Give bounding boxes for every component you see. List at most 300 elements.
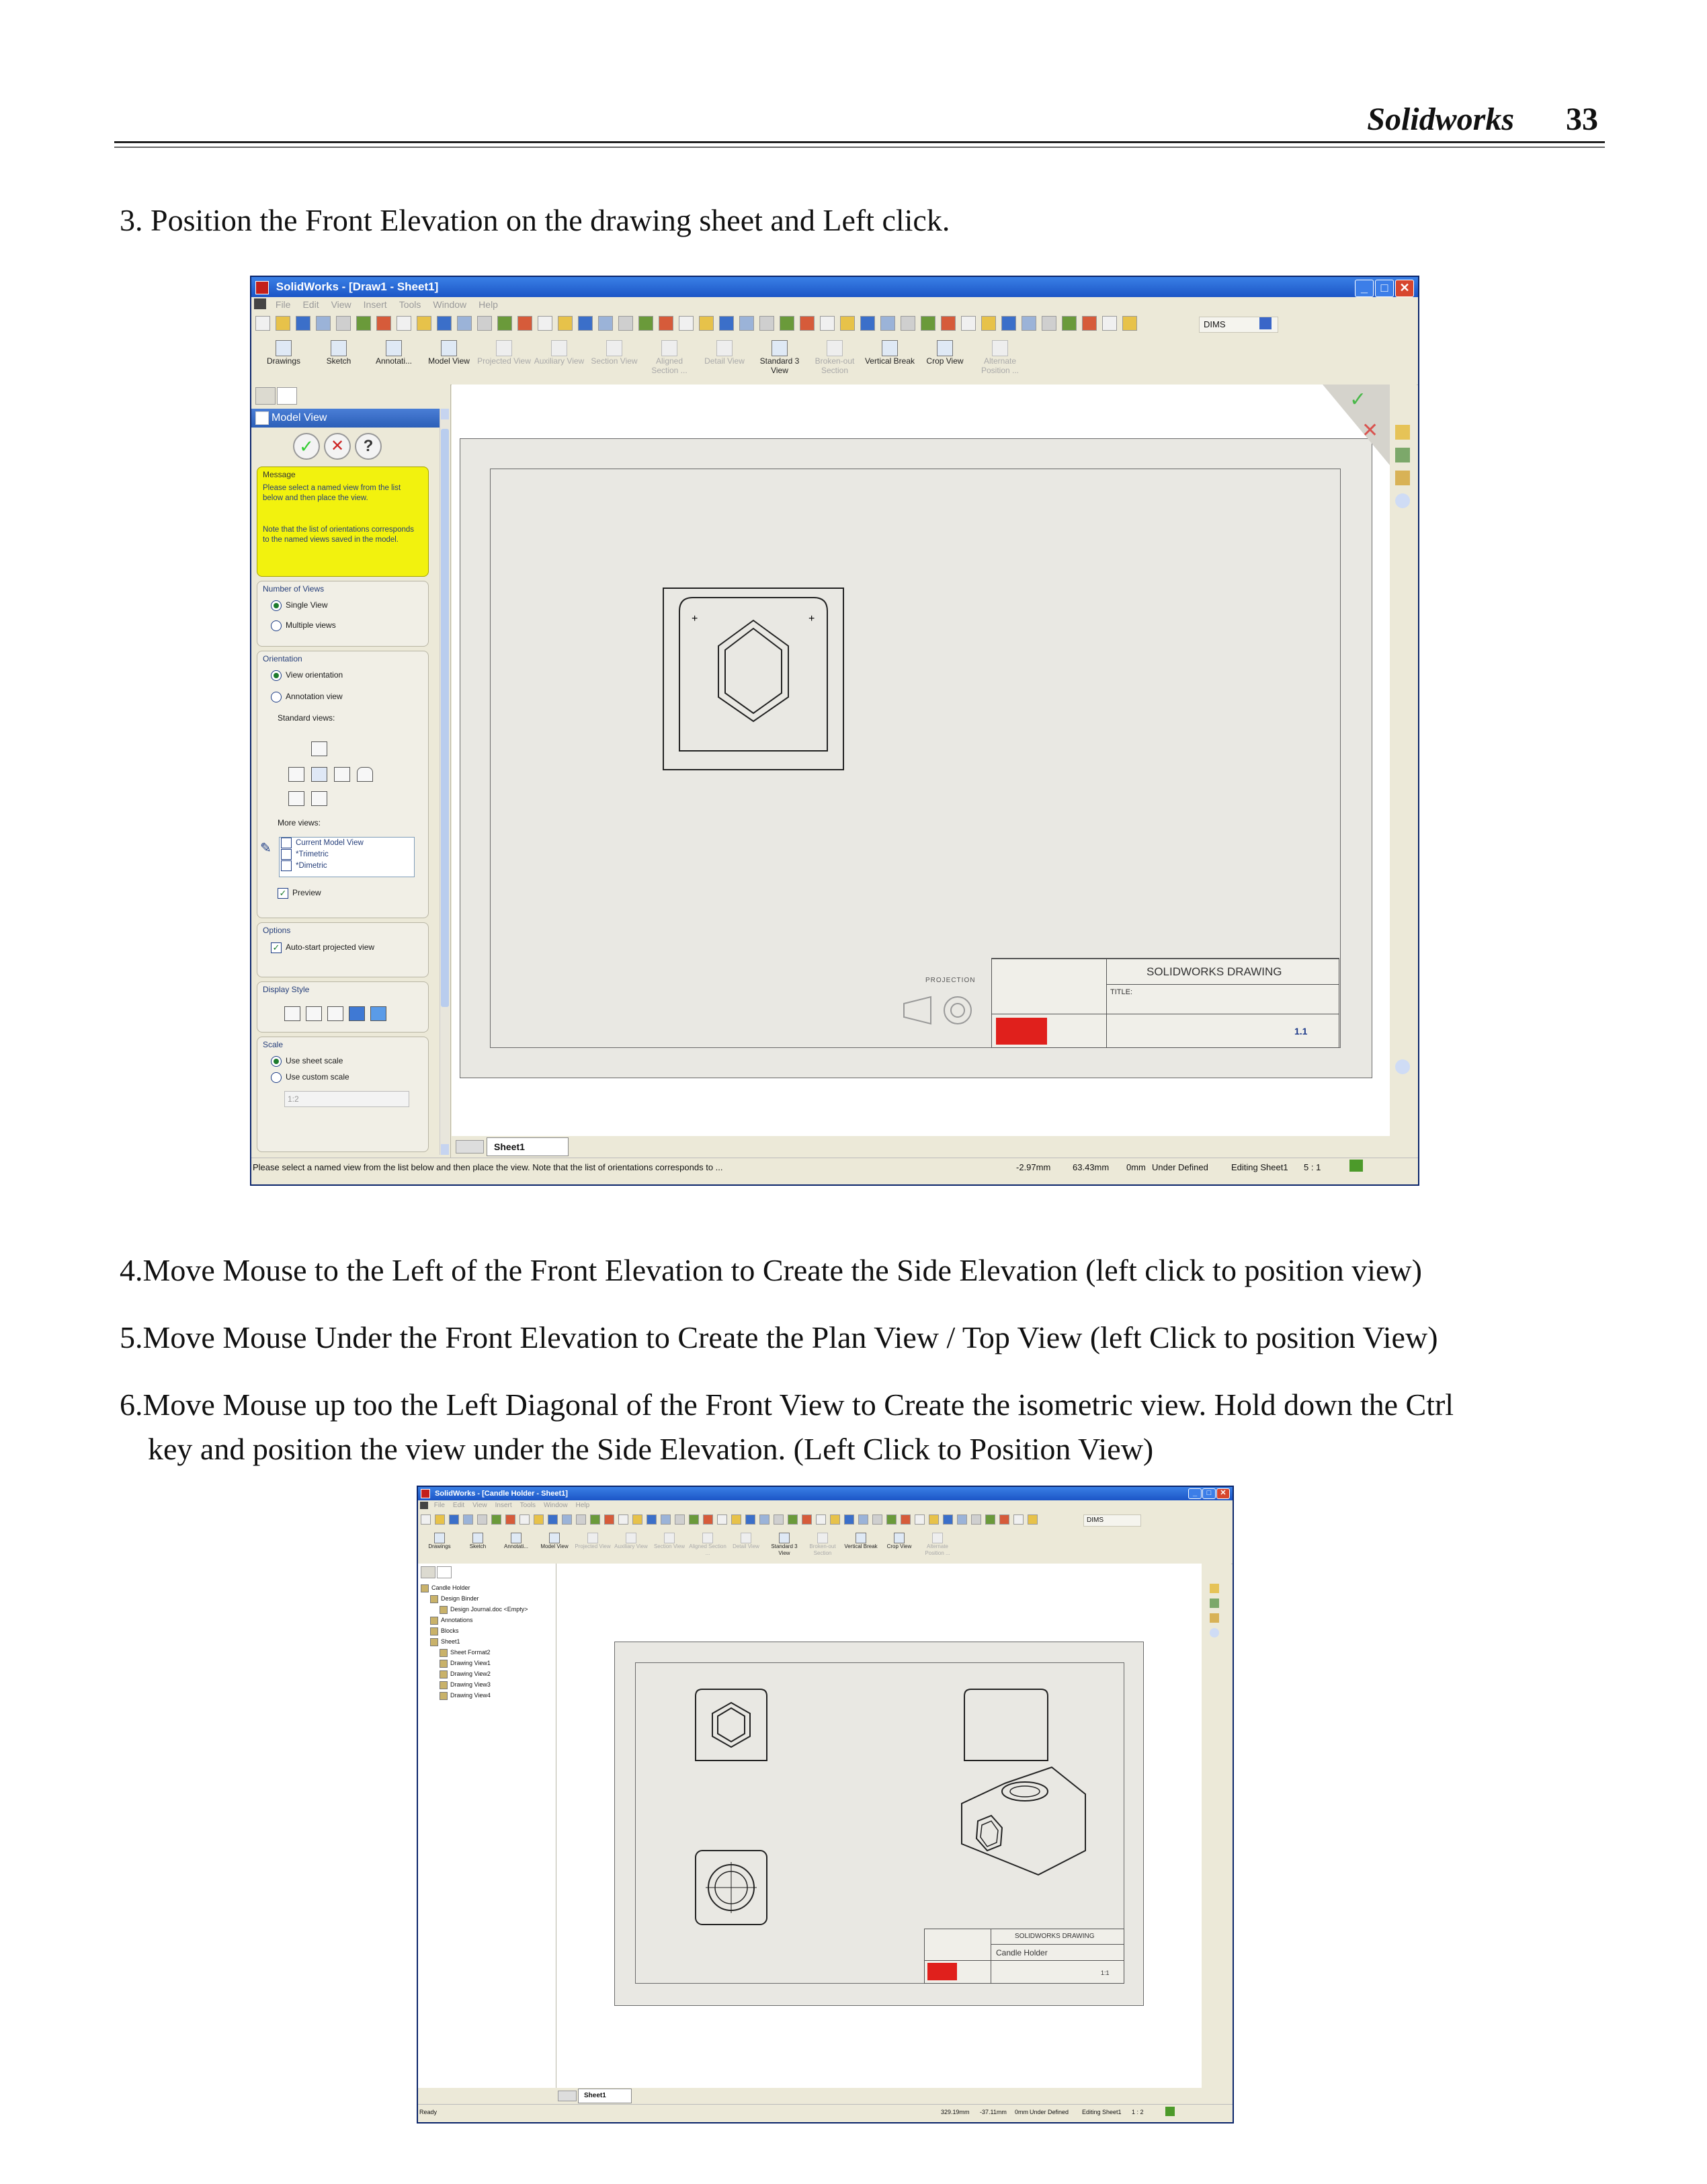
command-broken-out-section[interactable] [804, 1533, 841, 1557]
toolbar-button-icon[interactable] [296, 316, 310, 331]
menu-help[interactable]: Help [478, 299, 498, 310]
tab-sheet1[interactable]: Sheet1 [578, 2089, 632, 2103]
tree-item[interactable] [421, 1582, 528, 1593]
command-label: Crop View [886, 1543, 912, 1549]
toolbar-button-icon[interactable] [276, 316, 290, 331]
top-view-button[interactable] [311, 741, 327, 756]
toolbar-button-icon[interactable] [463, 1514, 473, 1525]
command-manager [251, 337, 1418, 385]
command-label: Detail View [704, 356, 745, 366]
property-manager [251, 385, 451, 1159]
resources-icon[interactable] [1210, 1584, 1219, 1593]
toolbar-button-icon[interactable] [1102, 316, 1117, 331]
command-vertical-break[interactable] [863, 340, 917, 366]
command-icon [511, 1533, 522, 1543]
tab-nav-buttons[interactable] [558, 2091, 577, 2101]
toolbar-button-icon[interactable] [477, 1514, 487, 1525]
status-scale: 5 : 1 [1304, 1162, 1321, 1172]
step-text: Move Mouse up too the Left Diagonal of the Front View to Create the isometric view. Hold down the Ctrl [142, 1387, 1454, 1422]
toolbar-button-icon[interactable] [255, 316, 270, 331]
doc-icon [420, 1502, 428, 1509]
toolbar-button-icon[interactable] [774, 1514, 784, 1525]
toolbar-button-icon[interactable] [336, 316, 351, 331]
command-icon [882, 340, 898, 356]
command-label: Alternate Position ... [981, 356, 1019, 375]
toolbar-button-icon[interactable] [421, 1514, 431, 1525]
back-view-button[interactable] [357, 767, 373, 782]
left-view-button[interactable] [288, 767, 304, 782]
toolbar-button-icon[interactable] [632, 1514, 642, 1525]
command-section-view[interactable] [651, 1533, 688, 1550]
tree-item[interactable] [421, 1647, 528, 1658]
collapse-icon[interactable] [1395, 1059, 1410, 1074]
front-view-button[interactable] [311, 767, 327, 782]
command-aligned-section[interactable] [689, 1533, 726, 1557]
single-view-option[interactable] [271, 600, 327, 611]
feature-manager-tab[interactable] [421, 1566, 435, 1578]
command-drawings[interactable] [421, 1533, 458, 1550]
item-label: *Dimetric [296, 862, 327, 871]
toolbar-button-icon[interactable] [1028, 1514, 1038, 1525]
status-x: 329.19mm [941, 2109, 970, 2115]
title-block [924, 1929, 1124, 1984]
drawing-sheet[interactable] [460, 438, 1372, 1078]
tree-item[interactable] [421, 1593, 528, 1604]
tree-node-icon [440, 1649, 448, 1657]
tree-item[interactable] [421, 1625, 528, 1636]
title-bar [251, 277, 1418, 297]
menu-window[interactable]: Window [433, 299, 467, 310]
toolbar-button-icon[interactable] [578, 316, 593, 331]
tree-node-icon [430, 1617, 438, 1625]
radio-icon [271, 1072, 282, 1083]
configuration-select[interactable] [1083, 1514, 1141, 1527]
more-view-item[interactable] [280, 860, 414, 872]
command-icon [741, 1533, 751, 1543]
toolbar-button-icon[interactable] [534, 1514, 544, 1525]
toolbar-button-icon[interactable] [519, 1514, 530, 1525]
toolbar-button-icon[interactable] [659, 316, 673, 331]
toolbar-button-icon[interactable] [844, 1514, 854, 1525]
command-label: Model View [540, 1543, 569, 1549]
design-library-icon[interactable] [1395, 448, 1410, 462]
command-icon [664, 1533, 675, 1543]
more-views-label: More views: [278, 818, 321, 827]
tree-item-label: Design Journal.doc <Empty> [450, 1606, 528, 1613]
step-3: 3. Position the Front Elevation on the drawing sheet and Left click. [120, 203, 950, 237]
command-model-view[interactable] [536, 1533, 573, 1550]
menu-tools[interactable]: Tools [519, 1502, 536, 1509]
design-library-icon[interactable] [1210, 1599, 1219, 1608]
tree-node-icon [430, 1638, 438, 1646]
toolbar-button-icon[interactable] [971, 1514, 981, 1525]
toolbar-button-icon[interactable] [961, 316, 976, 331]
toolbar-button-icon[interactable] [745, 1514, 755, 1525]
command-alternate-position[interactable] [973, 340, 1027, 375]
command-label: Standard 3 View [771, 1543, 798, 1556]
view-palette-icon[interactable] [1395, 493, 1410, 508]
command-annotati[interactable] [367, 340, 421, 366]
svg-text:+: + [692, 613, 698, 624]
preview-checkbox[interactable] [278, 888, 321, 899]
toolbar-button-icon[interactable] [437, 316, 452, 331]
help-button[interactable]: ? [355, 433, 382, 460]
status-state: Under Defined [1152, 1162, 1208, 1172]
toolbar-button-icon[interactable] [901, 316, 915, 331]
right-view-button[interactable] [334, 767, 350, 782]
toolbar-button-icon[interactable] [915, 1514, 925, 1525]
tree-item-label: Drawing View1 [450, 1660, 491, 1666]
menu-view[interactable]: View [472, 1502, 487, 1509]
feature-manager-tree [418, 1564, 556, 2088]
running-title: Solidworks [1367, 102, 1514, 137]
command-projected-view[interactable] [574, 1533, 612, 1550]
toolbar-button-icon[interactable] [397, 316, 411, 331]
command-crop-view[interactable] [880, 1533, 918, 1550]
command-projected-view[interactable] [477, 340, 531, 366]
toolbar-button-icon[interactable] [739, 316, 754, 331]
checkbox-icon [281, 860, 292, 871]
toolbar-button-icon[interactable] [788, 1514, 798, 1525]
more-view-item[interactable] [280, 849, 414, 860]
toolbar-button-icon[interactable] [356, 316, 371, 331]
status-hint: Ready [419, 2109, 438, 2115]
command-label: Section View [591, 356, 638, 366]
toolbar-button-icon[interactable] [759, 316, 774, 331]
shaded-button[interactable] [370, 1006, 386, 1021]
tree-item[interactable] [421, 1615, 528, 1625]
status-state: Under Defined [1030, 2109, 1069, 2115]
toolbar-button-icon[interactable] [576, 1514, 586, 1525]
toolbar-button-icon[interactable] [985, 1514, 995, 1525]
toolbar-button-icon[interactable] [780, 316, 794, 331]
command-icon [606, 340, 622, 356]
toolbar-button-icon[interactable] [820, 316, 835, 331]
toolbar-button-icon[interactable] [316, 316, 331, 331]
toolbar-button-icon[interactable] [941, 316, 956, 331]
toolbar-button-icon[interactable] [840, 316, 855, 331]
command-label: Sketch [469, 1543, 487, 1549]
toolbar-button-icon[interactable] [800, 316, 815, 331]
radio-icon [271, 670, 282, 681]
toolbar-button-icon[interactable] [435, 1514, 445, 1525]
drawing-sheet[interactable] [614, 1642, 1144, 2006]
tab-nav-buttons[interactable] [456, 1140, 484, 1154]
command-label: Standard 3 View [759, 356, 800, 375]
use-sheet-scale-option[interactable] [271, 1056, 343, 1067]
tree-item[interactable] [421, 1668, 528, 1679]
command-auxiliary-view[interactable] [612, 1533, 650, 1550]
shaded-edges-button[interactable] [349, 1006, 365, 1021]
toolbar-button-icon[interactable] [999, 1514, 1009, 1525]
toolbar-button-icon[interactable] [618, 316, 633, 331]
more-view-item[interactable] [280, 838, 414, 849]
command-sketch[interactable] [312, 340, 366, 366]
maximize-button[interactable]: □ [1202, 1488, 1216, 1499]
toolbar-button-icon[interactable] [638, 316, 653, 331]
command-label: Auxiliary View [614, 1543, 648, 1549]
menu-tools[interactable]: Tools [399, 299, 421, 310]
command-broken-out-section[interactable] [808, 340, 862, 375]
toolbar-button-icon[interactable] [457, 316, 472, 331]
menu-help[interactable]: Help [575, 1502, 590, 1509]
resources-icon[interactable] [1395, 425, 1410, 440]
toolbar-button-icon[interactable] [618, 1514, 628, 1525]
command-label: Alternate Position ... [925, 1543, 950, 1556]
minimize-button[interactable]: _ [1188, 1488, 1202, 1499]
number-of-views-group [257, 581, 429, 647]
group-head: Display Style [263, 985, 310, 994]
step-6-continued: key and position the view under the Side Elevation. (Left Click to Position View) [148, 1432, 1154, 1466]
title-label: TITLE: [1110, 988, 1133, 996]
toolbar-button-icon[interactable] [505, 1514, 515, 1525]
command-icon [626, 1533, 636, 1543]
option-label: Single View [286, 600, 328, 610]
menu-window[interactable]: Window [544, 1502, 568, 1509]
option-label: Multiple views [286, 620, 336, 631]
toolbar-button-icon[interactable] [477, 316, 492, 331]
toolbar-button-icon[interactable] [901, 1514, 911, 1525]
toolbar-button-icon[interactable] [943, 1514, 953, 1525]
toolbar-button-icon[interactable] [497, 316, 512, 331]
page-header [114, 101, 1605, 141]
toolbar-button-icon[interactable] [590, 1514, 600, 1525]
step-6 [120, 1383, 1454, 1426]
group-head: Scale [263, 1040, 284, 1049]
status-y: 63.43mm [1073, 1162, 1110, 1172]
close-button[interactable]: ✕ [1395, 280, 1414, 297]
command-annotati[interactable] [497, 1533, 535, 1550]
toolbar-button-icon[interactable] [731, 1514, 741, 1525]
toolbar-button-icon[interactable] [1013, 1514, 1024, 1525]
tree-item[interactable] [421, 1604, 528, 1615]
scroll-down-icon[interactable] [441, 1144, 449, 1155]
scroll-up-icon[interactable] [441, 409, 449, 419]
toolbar-button-icon[interactable] [816, 1514, 826, 1525]
command-icon [434, 1533, 445, 1543]
command-vertical-break[interactable] [842, 1533, 880, 1550]
use-custom-scale-option[interactable] [271, 1072, 349, 1083]
toolbar-button-icon[interactable] [376, 316, 391, 331]
scroll-thumb[interactable] [441, 429, 449, 1007]
toolbar-button-icon[interactable] [558, 316, 573, 331]
solidworks-logo [927, 1963, 957, 1980]
auto-start-checkbox[interactable] [271, 942, 399, 953]
confirmation-corner[interactable] [1323, 385, 1390, 472]
toolbar-button-icon[interactable] [957, 1514, 967, 1525]
command-model-view[interactable] [422, 340, 476, 366]
feature-manager-tab[interactable] [255, 387, 276, 405]
toolbar-button-icon[interactable] [872, 1514, 882, 1525]
command-label: Vertical Break [844, 1543, 878, 1549]
close-button[interactable]: ✕ [1216, 1488, 1230, 1499]
tree-item-label: Candle Holder [431, 1584, 470, 1591]
tree-item-label: Drawing View3 [450, 1681, 491, 1688]
toolbar-button-icon[interactable] [981, 316, 996, 331]
projection-label: PROJECTION [925, 977, 976, 984]
menu-file[interactable]: File [433, 1502, 445, 1509]
tree-item[interactable] [421, 1690, 528, 1701]
command-label: Aligned Section ... [651, 356, 688, 375]
step-4 [120, 1249, 1422, 1292]
command-section-view[interactable] [587, 340, 641, 366]
rebuild-icon[interactable] [1165, 2107, 1175, 2116]
menu-file[interactable]: File [275, 299, 291, 310]
toolbar-button-icon[interactable] [699, 316, 714, 331]
toolbar-button-icon[interactable] [1001, 316, 1016, 331]
tree-node-icon [430, 1595, 438, 1603]
command-label: Aligned Section ... [689, 1543, 726, 1556]
toolbar-button-icon[interactable] [830, 1514, 840, 1525]
message-text: Please select a named view from the list below and then place the view. [263, 484, 401, 502]
toolbar-button-icon[interactable] [860, 316, 875, 331]
toolbar-button-icon[interactable] [598, 316, 613, 331]
multiple-views-option[interactable] [271, 620, 336, 631]
menu-edit[interactable]: Edit [452, 1502, 465, 1509]
task-pane [1390, 385, 1417, 1136]
minimize-button[interactable]: _ [1355, 280, 1374, 297]
command-sketch[interactable] [459, 1533, 497, 1550]
view-palette-icon[interactable] [1210, 1628, 1219, 1637]
command-icon [772, 340, 788, 356]
toolbar-icons [421, 1514, 1039, 1527]
hidden-lines-visible-button[interactable] [306, 1006, 322, 1021]
graphics-area[interactable] [452, 385, 1390, 1136]
maximize-button[interactable]: □ [1375, 280, 1394, 297]
checkbox-icon [281, 849, 292, 860]
command-detail-view[interactable] [698, 340, 751, 366]
rebuild-icon[interactable] [1349, 1160, 1363, 1172]
toolbar-button-icon[interactable] [802, 1514, 812, 1525]
toolbar-button-icon[interactable] [921, 316, 935, 331]
message-head: Message [263, 470, 296, 479]
toolbar-button-icon[interactable] [858, 1514, 868, 1525]
config-value: DIMS [1087, 1516, 1104, 1524]
toolbar-button-icon[interactable] [880, 316, 895, 331]
toolbar-button-icon[interactable] [491, 1514, 501, 1525]
status-z: 0mm [1015, 2109, 1028, 2115]
toolbar-button-icon[interactable] [679, 316, 694, 331]
toolbar-button-icon[interactable] [562, 1514, 572, 1525]
toolbar-button-icon[interactable] [1062, 316, 1077, 331]
step-number: 4. [120, 1253, 143, 1287]
command-icon [276, 340, 292, 356]
group-head: Number of Views [263, 584, 325, 594]
toolbar-button-icon[interactable] [604, 1514, 614, 1525]
file-explorer-icon[interactable] [1395, 471, 1410, 485]
more-views-list[interactable] [279, 837, 415, 877]
step-number: 6. [120, 1387, 143, 1422]
command-label: Drawings [428, 1543, 451, 1549]
toolbar-button-icon[interactable] [1022, 316, 1036, 331]
toolbar-button-icon[interactable] [689, 1514, 699, 1525]
bottom-view-button[interactable] [311, 791, 327, 806]
command-drawings[interactable] [257, 340, 310, 366]
toolbar-button-icon[interactable] [517, 316, 532, 331]
command-icon [932, 1533, 943, 1543]
command-crop-view[interactable] [918, 340, 972, 366]
option-label: Use custom scale [286, 1072, 349, 1082]
ok-button[interactable]: ✓ [293, 433, 320, 460]
task-pane [1202, 1564, 1231, 2088]
toolbar-button-icon[interactable] [1122, 316, 1137, 331]
toolbar-button-icon[interactable] [417, 316, 431, 331]
tab-sheet1[interactable]: Sheet1 [487, 1137, 569, 1156]
toolbar-button-icon[interactable] [886, 1514, 897, 1525]
menu-items [434, 1502, 597, 1509]
toolbar-button-icon[interactable] [703, 1514, 713, 1525]
command-label: Projected View [575, 1543, 611, 1549]
svg-text:✕: ✕ [1362, 419, 1379, 442]
command-auxiliary-view[interactable] [532, 340, 586, 366]
command-standard-3-view[interactable] [765, 1533, 803, 1557]
tree-item[interactable] [421, 1658, 528, 1668]
command-icon [894, 1533, 905, 1543]
menu-view[interactable]: View [331, 299, 351, 310]
status-scale: 1 : 2 [1132, 2109, 1144, 2115]
wireframe-button[interactable] [284, 1006, 300, 1021]
toolbar-button-icon[interactable] [929, 1514, 939, 1525]
command-label: Vertical Break [864, 356, 915, 366]
command-icon [441, 340, 457, 356]
isometric-view-button[interactable] [288, 791, 304, 806]
toolbar-button-icon[interactable] [759, 1514, 769, 1525]
toolbar-button-icon[interactable] [449, 1514, 459, 1525]
command-label: Auxiliary View [534, 356, 585, 366]
toolbar-button-icon[interactable] [548, 1514, 558, 1525]
graphics-area[interactable] [556, 1564, 1202, 2088]
toolbar-button-icon[interactable] [719, 316, 734, 331]
toolbar-button-icon[interactable] [675, 1514, 685, 1525]
pin-icon: ✎ [260, 841, 272, 856]
menu-insert[interactable]: Insert [495, 1502, 512, 1509]
toolbar-button-icon[interactable] [1042, 316, 1056, 331]
command-standard-3-view[interactable] [753, 340, 806, 375]
status-mode: Editing Sheet1 [1231, 1162, 1288, 1172]
custom-scale-select[interactable]: 1:2 [284, 1091, 409, 1107]
panel-scrollbar[interactable] [440, 409, 450, 1155]
view-orientation-option[interactable] [271, 670, 343, 681]
command-detail-view[interactable] [727, 1533, 765, 1550]
tree-item[interactable] [421, 1679, 528, 1690]
file-explorer-icon[interactable] [1210, 1613, 1219, 1623]
toolbar-button-icon[interactable] [538, 316, 552, 331]
menu-edit[interactable]: Edit [302, 299, 319, 310]
step-text: Move Mouse Under the Front Elevation to Create the Plan View / Top View (left Click to position View) [142, 1320, 1438, 1354]
tree-item-label: Annotations [441, 1617, 473, 1623]
toolbar-button-icon[interactable] [1082, 316, 1097, 331]
group-head: Orientation [263, 654, 302, 663]
svg-text:✓: ✓ [1349, 388, 1367, 411]
command-icon [472, 1533, 483, 1543]
tree-item[interactable] [421, 1636, 528, 1647]
annotation-view-option[interactable] [271, 692, 343, 702]
property-manager-tab[interactable] [277, 387, 297, 405]
command-aligned-section[interactable] [642, 340, 696, 375]
status-bar [251, 1158, 1418, 1184]
hidden-lines-removed-button[interactable] [327, 1006, 343, 1021]
sheet-tabs-bar [452, 1136, 1417, 1156]
command-alternate-position[interactable] [919, 1533, 956, 1557]
toolbar-button-icon[interactable] [717, 1514, 727, 1525]
menu-insert[interactable]: Insert [363, 299, 387, 310]
property-manager-tab[interactable] [437, 1566, 452, 1578]
toolbar-button-icon[interactable] [647, 1514, 657, 1525]
cancel-button[interactable]: ✕ [324, 433, 351, 460]
header-rule [114, 141, 1605, 143]
chevron-down-icon[interactable] [1259, 317, 1272, 329]
toolbar-button-icon[interactable] [661, 1514, 671, 1525]
